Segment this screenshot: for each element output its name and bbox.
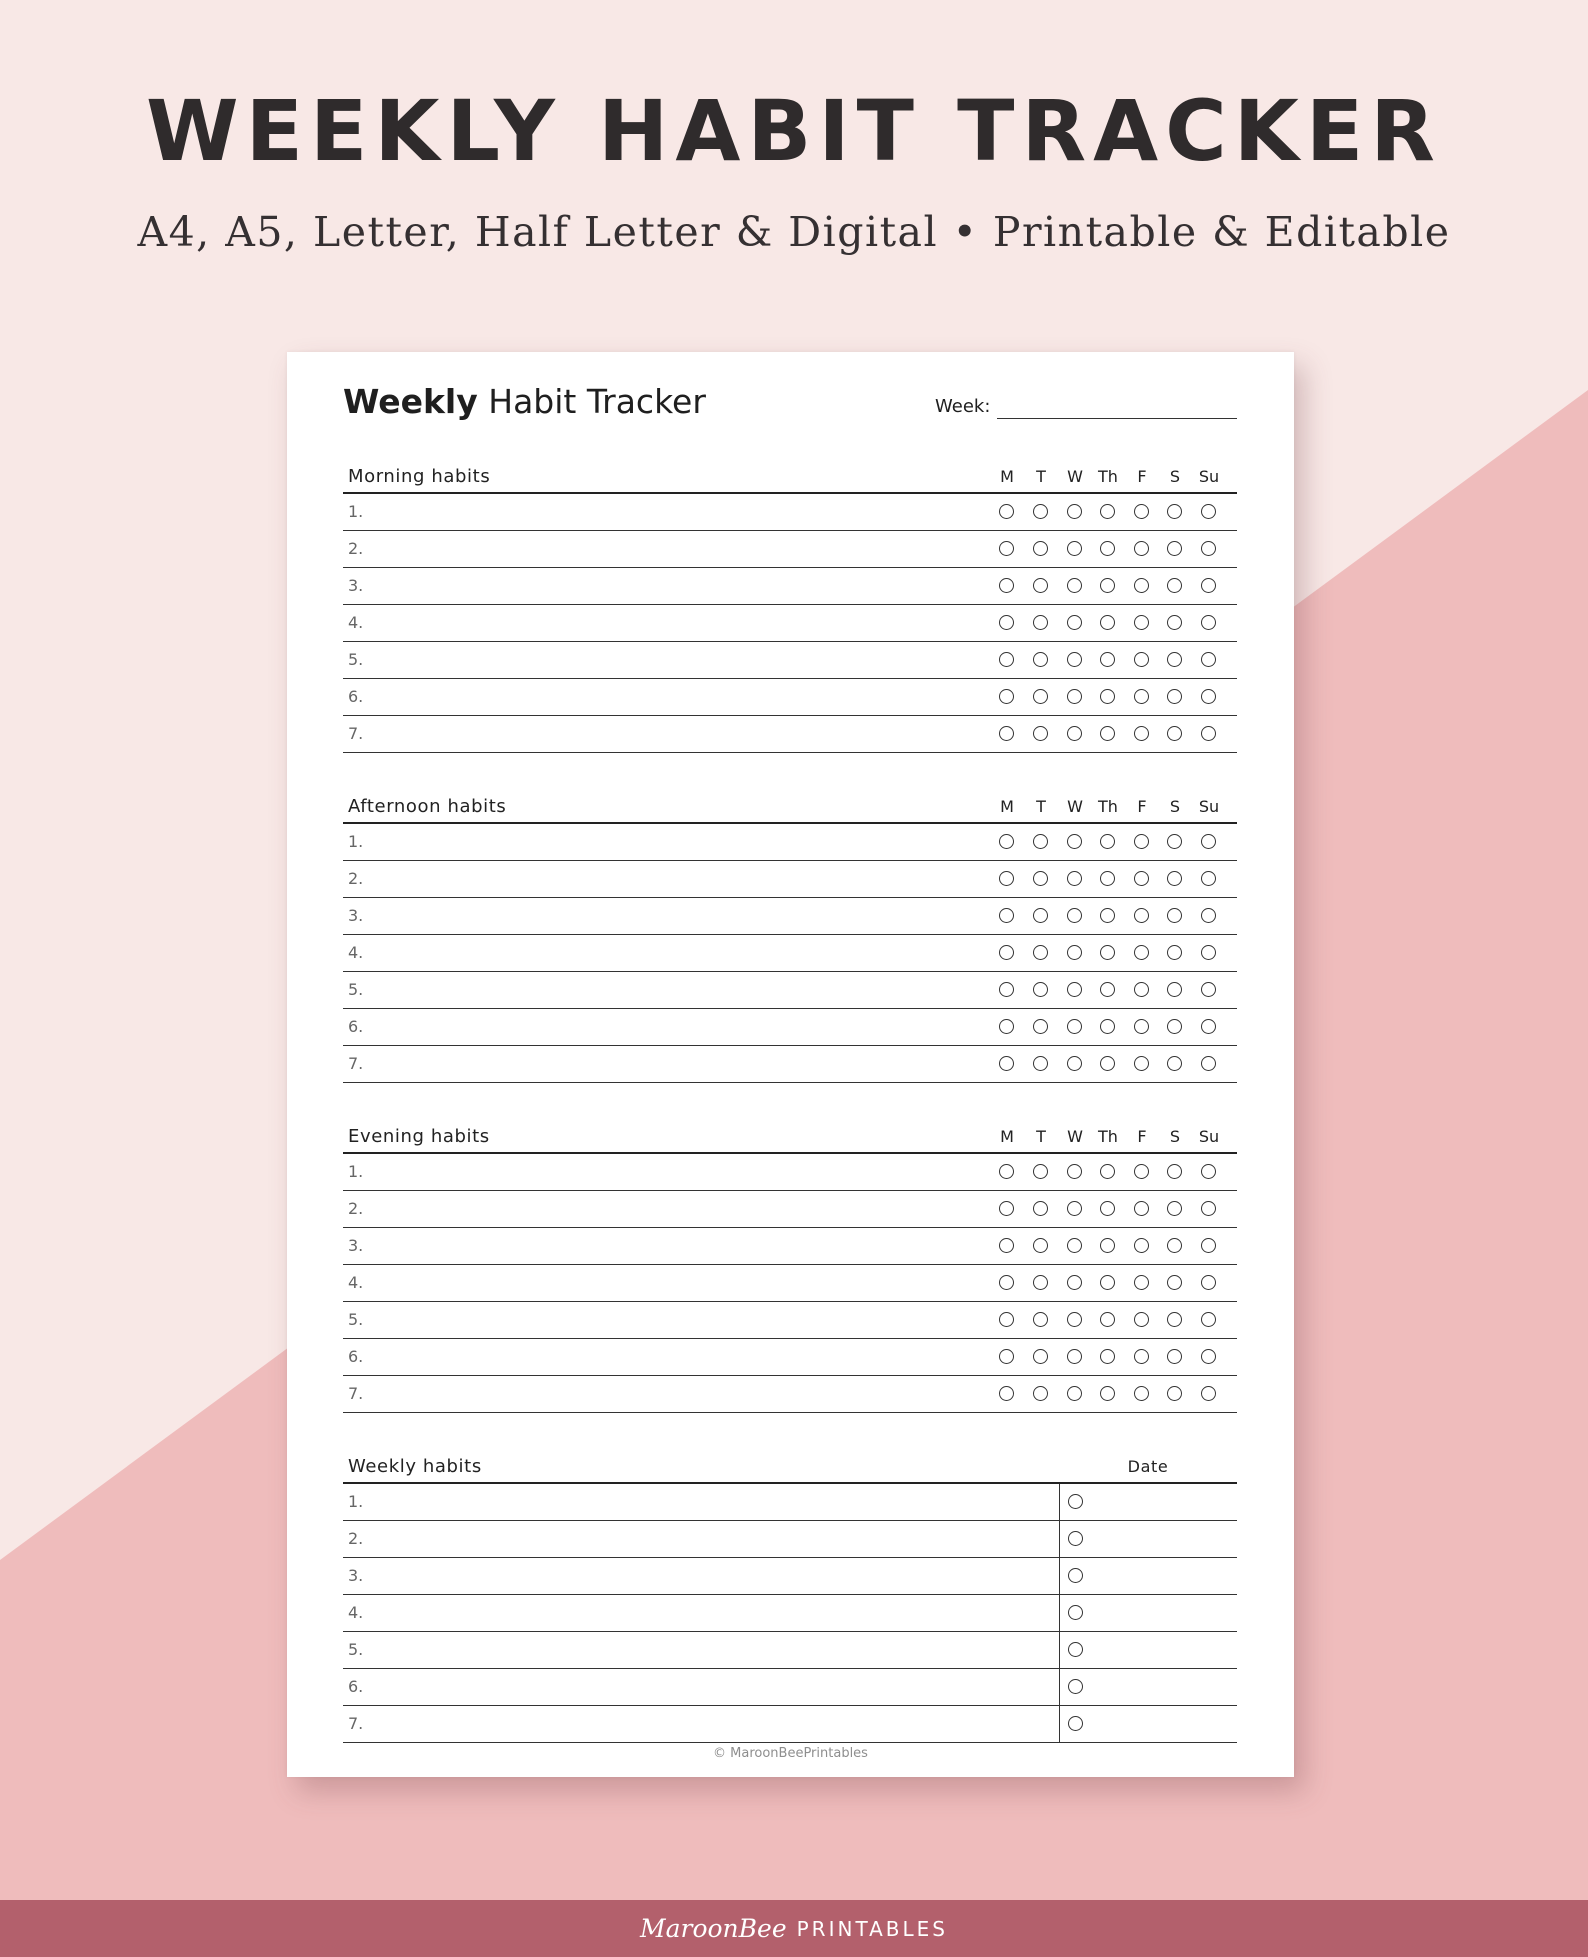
- row-number: 4.: [348, 943, 364, 962]
- check-circle[interactable]: [1100, 1019, 1115, 1034]
- date-divider: [1059, 1595, 1060, 1632]
- check-circle[interactable]: [1134, 1238, 1149, 1253]
- footer-band: [0, 1900, 1588, 1957]
- check-circle[interactable]: [1068, 1605, 1083, 1620]
- section-header: [343, 1446, 1237, 1484]
- row-number: 1.: [348, 1492, 364, 1511]
- check-circle[interactable]: [1067, 1349, 1082, 1364]
- check-circle[interactable]: [1201, 615, 1216, 630]
- check-circle[interactable]: [1167, 871, 1182, 886]
- check-circle[interactable]: [1033, 689, 1048, 704]
- headline-title: WEEKLY HABIT TRACKER: [146, 82, 1442, 180]
- day-header: Su: [1198, 467, 1220, 486]
- row-number: 5.: [348, 1640, 364, 1659]
- check-circle[interactable]: [999, 726, 1014, 741]
- check-circle[interactable]: [1067, 726, 1082, 741]
- weekly-habit-row[interactable]: [343, 1706, 1237, 1743]
- check-circle[interactable]: [1033, 1164, 1048, 1179]
- habit-row[interactable]: [343, 1339, 1237, 1376]
- day-header: F: [1137, 797, 1147, 816]
- check-circle[interactable]: [1033, 652, 1048, 667]
- check-circle[interactable]: [1134, 945, 1149, 960]
- week-label: Week:: [935, 396, 991, 417]
- row-number: 7.: [348, 1384, 364, 1403]
- check-circle[interactable]: [999, 615, 1014, 630]
- check-circle[interactable]: [999, 1275, 1014, 1290]
- check-circle[interactable]: [1033, 615, 1048, 630]
- row-number: 1.: [348, 832, 364, 851]
- check-circle[interactable]: [1033, 1019, 1048, 1034]
- day-header: T: [1036, 797, 1046, 816]
- check-circle[interactable]: [1201, 1238, 1216, 1253]
- check-circle[interactable]: [1068, 1642, 1083, 1657]
- section-title: Morning habits: [348, 466, 491, 487]
- habit-row[interactable]: [343, 1009, 1237, 1046]
- check-circle[interactable]: [1134, 1312, 1149, 1327]
- check-circle[interactable]: [1068, 1716, 1083, 1731]
- row-number: 5.: [348, 980, 364, 999]
- check-circle[interactable]: [1067, 945, 1082, 960]
- check-circle[interactable]: [1100, 1056, 1115, 1071]
- check-circle[interactable]: [1067, 1019, 1082, 1034]
- day-header: Su: [1198, 1127, 1220, 1146]
- check-circle[interactable]: [1167, 1349, 1182, 1364]
- habit-row[interactable]: [343, 1265, 1237, 1302]
- check-circle[interactable]: [999, 1349, 1014, 1364]
- check-circle[interactable]: [1033, 1349, 1048, 1364]
- check-circle[interactable]: [1100, 615, 1115, 630]
- headline-subtitle: A4, A5, Letter, Half Letter & Digital • Printable & Editable: [137, 208, 1451, 256]
- row-number: 2.: [348, 1529, 364, 1548]
- check-circle[interactable]: [1201, 908, 1216, 923]
- habit-section-1: [343, 786, 1237, 1083]
- check-circle[interactable]: [1167, 1238, 1182, 1253]
- section-header: [343, 456, 1237, 494]
- habit-row[interactable]: [343, 568, 1237, 605]
- habit-section-0: [343, 456, 1237, 753]
- date-divider: [1059, 1632, 1060, 1669]
- row-number: 2.: [348, 1199, 364, 1218]
- row-number: 4.: [348, 613, 364, 632]
- check-circle[interactable]: [1033, 1386, 1048, 1401]
- check-circle[interactable]: [1201, 982, 1216, 997]
- check-circle[interactable]: [1067, 1238, 1082, 1253]
- check-circle[interactable]: [1167, 504, 1182, 519]
- sheet-title: [343, 382, 706, 421]
- section-header: [343, 1116, 1237, 1154]
- check-circle[interactable]: [1067, 1164, 1082, 1179]
- check-circle[interactable]: [1067, 578, 1082, 593]
- habit-row[interactable]: [343, 824, 1237, 861]
- day-header: Th: [1098, 1127, 1118, 1146]
- day-header: M: [1000, 467, 1014, 486]
- check-circle[interactable]: [1201, 504, 1216, 519]
- check-circle[interactable]: [1134, 652, 1149, 667]
- day-header: W: [1067, 1127, 1083, 1146]
- check-circle[interactable]: [1167, 834, 1182, 849]
- check-circle[interactable]: [1201, 1056, 1216, 1071]
- row-number: 1.: [348, 502, 364, 521]
- habit-row[interactable]: [343, 972, 1237, 1009]
- check-circle[interactable]: [1167, 1019, 1182, 1034]
- check-circle[interactable]: [1167, 1386, 1182, 1401]
- check-circle[interactable]: [1100, 652, 1115, 667]
- check-circle[interactable]: [1067, 1312, 1082, 1327]
- day-header: S: [1169, 467, 1181, 486]
- check-circle[interactable]: [1033, 541, 1048, 556]
- check-circle[interactable]: [1100, 504, 1115, 519]
- habit-row[interactable]: [343, 1228, 1237, 1265]
- check-circle[interactable]: [1134, 615, 1149, 630]
- check-circle[interactable]: [1033, 945, 1048, 960]
- row-number: 4.: [348, 1273, 364, 1292]
- check-circle[interactable]: [999, 871, 1014, 886]
- day-header: S: [1169, 797, 1181, 816]
- check-circle[interactable]: [1068, 1679, 1083, 1694]
- check-circle[interactable]: [1134, 1275, 1149, 1290]
- weekly-habits-section: [343, 1446, 1237, 1743]
- date-column-header: Date: [1127, 1457, 1169, 1476]
- check-circle[interactable]: [1033, 1312, 1048, 1327]
- check-circle[interactable]: [999, 1386, 1014, 1401]
- check-circle[interactable]: [1134, 541, 1149, 556]
- check-circle[interactable]: [1100, 726, 1115, 741]
- check-circle[interactable]: [1067, 1201, 1082, 1216]
- check-circle[interactable]: [1201, 726, 1216, 741]
- day-header: S: [1169, 1127, 1181, 1146]
- check-circle[interactable]: [1067, 615, 1082, 630]
- check-circle[interactable]: [1033, 871, 1048, 886]
- habit-row[interactable]: [343, 679, 1237, 716]
- check-circle[interactable]: [1134, 504, 1149, 519]
- check-circle[interactable]: [1134, 834, 1149, 849]
- check-circle[interactable]: [1201, 871, 1216, 886]
- week-input-line[interactable]: [997, 418, 1237, 419]
- check-circle[interactable]: [999, 1019, 1014, 1034]
- check-circle[interactable]: [1100, 982, 1115, 997]
- check-circle[interactable]: [1033, 1238, 1048, 1253]
- row-number: 4.: [348, 1603, 364, 1622]
- check-circle[interactable]: [1100, 1312, 1115, 1327]
- check-circle[interactable]: [1167, 689, 1182, 704]
- habit-row[interactable]: [343, 861, 1237, 898]
- row-number: 6.: [348, 1677, 364, 1696]
- habit-row[interactable]: [343, 1376, 1237, 1413]
- check-circle[interactable]: [1134, 1349, 1149, 1364]
- habit-row[interactable]: [343, 1302, 1237, 1339]
- check-circle[interactable]: [1100, 1164, 1115, 1179]
- brand-script: MaroonBee: [640, 1914, 787, 1943]
- row-number: 3.: [348, 1566, 364, 1585]
- check-circle[interactable]: [1167, 945, 1182, 960]
- day-header: M: [1000, 1127, 1014, 1146]
- check-circle[interactable]: [1033, 908, 1048, 923]
- check-circle[interactable]: [1167, 541, 1182, 556]
- section-title: Evening habits: [348, 1126, 490, 1147]
- check-circle[interactable]: [1033, 1056, 1048, 1071]
- check-circle[interactable]: [999, 834, 1014, 849]
- row-number: 6.: [348, 1347, 364, 1366]
- check-circle[interactable]: [1134, 726, 1149, 741]
- weekly-habit-row[interactable]: [343, 1669, 1237, 1706]
- weekly-habit-row[interactable]: [343, 1595, 1237, 1632]
- check-circle[interactable]: [1134, 908, 1149, 923]
- check-circle[interactable]: [1201, 1164, 1216, 1179]
- row-number: 5.: [348, 650, 364, 669]
- day-header: W: [1067, 467, 1083, 486]
- day-header: Th: [1098, 797, 1118, 816]
- date-divider: [1059, 1669, 1060, 1706]
- check-circle[interactable]: [1067, 1386, 1082, 1401]
- row-number: 1.: [348, 1162, 364, 1181]
- check-circle[interactable]: [999, 982, 1014, 997]
- check-circle[interactable]: [1167, 615, 1182, 630]
- habit-row[interactable]: [343, 716, 1237, 753]
- check-circle[interactable]: [1100, 541, 1115, 556]
- row-number: 7.: [348, 724, 364, 743]
- sheet-title-rest: Habit Tracker: [477, 382, 706, 421]
- section-title: Afternoon habits: [348, 796, 507, 817]
- check-circle[interactable]: [1201, 1312, 1216, 1327]
- check-circle[interactable]: [1134, 1164, 1149, 1179]
- check-circle[interactable]: [1100, 1386, 1115, 1401]
- weekly-habit-row[interactable]: [343, 1632, 1237, 1669]
- habit-row[interactable]: [343, 494, 1237, 531]
- habit-row[interactable]: [343, 1154, 1237, 1191]
- check-circle[interactable]: [1067, 541, 1082, 556]
- check-circle[interactable]: [1100, 908, 1115, 923]
- check-circle[interactable]: [1033, 1275, 1048, 1290]
- habit-row[interactable]: [343, 898, 1237, 935]
- check-circle[interactable]: [999, 945, 1014, 960]
- check-circle[interactable]: [1068, 1494, 1083, 1509]
- check-circle[interactable]: [1067, 504, 1082, 519]
- check-circle[interactable]: [1167, 908, 1182, 923]
- check-circle[interactable]: [1068, 1568, 1083, 1583]
- date-divider: [1059, 1521, 1060, 1558]
- row-number: 3.: [348, 906, 364, 925]
- row-number: 7.: [348, 1714, 364, 1733]
- check-circle[interactable]: [1100, 1349, 1115, 1364]
- check-circle[interactable]: [1033, 1201, 1048, 1216]
- check-circle[interactable]: [1201, 541, 1216, 556]
- check-circle[interactable]: [1167, 578, 1182, 593]
- check-circle[interactable]: [1201, 1349, 1216, 1364]
- date-divider: [1059, 1706, 1060, 1743]
- day-header: M: [1000, 797, 1014, 816]
- check-circle[interactable]: [1167, 1312, 1182, 1327]
- date-divider: [1059, 1558, 1060, 1595]
- row-number: 2.: [348, 539, 364, 558]
- check-circle[interactable]: [1067, 1056, 1082, 1071]
- check-circle[interactable]: [1033, 578, 1048, 593]
- check-circle[interactable]: [1033, 834, 1048, 849]
- check-circle[interactable]: [1201, 1201, 1216, 1216]
- habit-row[interactable]: [343, 642, 1237, 679]
- check-circle[interactable]: [1033, 726, 1048, 741]
- weekly-habit-row[interactable]: [343, 1484, 1237, 1521]
- check-circle[interactable]: [999, 689, 1014, 704]
- tracker-sheet: [287, 352, 1294, 1777]
- check-circle[interactable]: [1201, 1275, 1216, 1290]
- row-number: 3.: [348, 576, 364, 595]
- weekly-habit-row[interactable]: [343, 1521, 1237, 1558]
- check-circle[interactable]: [1134, 689, 1149, 704]
- brand-word: PRINTABLES: [796, 1916, 948, 1941]
- check-circle[interactable]: [999, 652, 1014, 667]
- check-circle[interactable]: [1167, 1275, 1182, 1290]
- check-circle[interactable]: [1167, 1201, 1182, 1216]
- check-circle[interactable]: [1134, 982, 1149, 997]
- check-circle[interactable]: [1100, 578, 1115, 593]
- habit-row[interactable]: [343, 1046, 1237, 1083]
- row-number: 7.: [348, 1054, 364, 1073]
- check-circle[interactable]: [1067, 982, 1082, 997]
- habit-row[interactable]: [343, 1191, 1237, 1228]
- check-circle[interactable]: [1067, 908, 1082, 923]
- check-circle[interactable]: [1134, 1056, 1149, 1071]
- check-circle[interactable]: [1067, 652, 1082, 667]
- check-circle[interactable]: [999, 908, 1014, 923]
- check-circle[interactable]: [1100, 834, 1115, 849]
- day-header: Th: [1098, 467, 1118, 486]
- check-circle[interactable]: [1134, 1201, 1149, 1216]
- check-circle[interactable]: [1201, 652, 1216, 667]
- check-circle[interactable]: [999, 578, 1014, 593]
- section-header: [343, 786, 1237, 824]
- row-number: 6.: [348, 1017, 364, 1036]
- day-header: T: [1036, 1127, 1046, 1146]
- habit-row[interactable]: [343, 935, 1237, 972]
- check-circle[interactable]: [1100, 1275, 1115, 1290]
- date-divider: [1059, 1484, 1060, 1521]
- check-circle[interactable]: [1134, 1386, 1149, 1401]
- day-header: T: [1036, 467, 1046, 486]
- check-circle[interactable]: [1167, 652, 1182, 667]
- row-number: 6.: [348, 687, 364, 706]
- check-circle[interactable]: [1033, 504, 1048, 519]
- check-circle[interactable]: [1167, 1056, 1182, 1071]
- copyright: © MaroonBeePrintables: [713, 1746, 868, 1761]
- row-number: 2.: [348, 869, 364, 888]
- check-circle[interactable]: [999, 504, 1014, 519]
- check-circle[interactable]: [1100, 1201, 1115, 1216]
- check-circle[interactable]: [1201, 578, 1216, 593]
- row-number: 5.: [348, 1310, 364, 1329]
- day-header: F: [1137, 1127, 1147, 1146]
- check-circle[interactable]: [1201, 689, 1216, 704]
- check-circle[interactable]: [999, 1201, 1014, 1216]
- check-circle[interactable]: [1067, 1275, 1082, 1290]
- habit-row[interactable]: [343, 605, 1237, 642]
- check-circle[interactable]: [1100, 1238, 1115, 1253]
- habit-row[interactable]: [343, 531, 1237, 568]
- check-circle[interactable]: [1201, 1019, 1216, 1034]
- check-circle[interactable]: [1033, 982, 1048, 997]
- check-circle[interactable]: [1201, 1386, 1216, 1401]
- sheet-title-bold: Weekly: [343, 382, 478, 421]
- check-circle[interactable]: [999, 1238, 1014, 1253]
- day-header: W: [1067, 797, 1083, 816]
- check-circle[interactable]: [1134, 578, 1149, 593]
- check-circle[interactable]: [1067, 689, 1082, 704]
- check-circle[interactable]: [1067, 834, 1082, 849]
- check-circle[interactable]: [1134, 871, 1149, 886]
- check-circle[interactable]: [1167, 1164, 1182, 1179]
- section-title: Weekly habits: [348, 1456, 482, 1477]
- check-circle[interactable]: [1100, 945, 1115, 960]
- day-header: Su: [1198, 797, 1220, 816]
- check-circle[interactable]: [1134, 1019, 1149, 1034]
- check-circle[interactable]: [1201, 834, 1216, 849]
- day-header: F: [1137, 467, 1147, 486]
- weekly-habit-row[interactable]: [343, 1558, 1237, 1595]
- check-circle[interactable]: [1100, 871, 1115, 886]
- check-circle[interactable]: [1100, 689, 1115, 704]
- check-circle[interactable]: [1201, 945, 1216, 960]
- row-number: 3.: [348, 1236, 364, 1255]
- check-circle[interactable]: [999, 1056, 1014, 1071]
- check-circle[interactable]: [1167, 982, 1182, 997]
- check-circle[interactable]: [999, 1164, 1014, 1179]
- check-circle[interactable]: [999, 1312, 1014, 1327]
- check-circle[interactable]: [1067, 871, 1082, 886]
- habit-section-2: [343, 1116, 1237, 1413]
- check-circle[interactable]: [1068, 1531, 1083, 1546]
- check-circle[interactable]: [999, 541, 1014, 556]
- check-circle[interactable]: [1167, 726, 1182, 741]
